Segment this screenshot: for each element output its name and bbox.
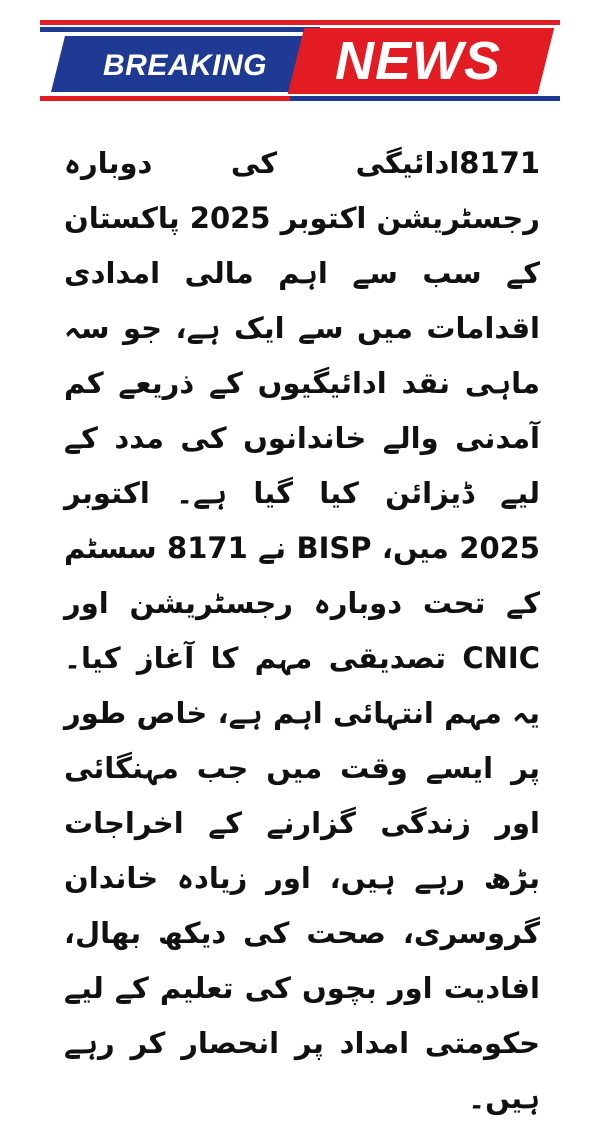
banner-stripe-bottom-blue <box>290 96 560 101</box>
article-body: 8171ادائیگی کی دوبارہ رجسٹریشن اکتوبر 2025 پاکستان کے سب سے اہم مالی امدادی اقدامات میں سے ایک ہے، جو سہ ماہی نقد ادائیگیوں کے ذریعے کم آمدنی والے خاندانوں کی مدد کے لیے ڈیزائن کیا گیا ہے۔ اکتوبر 2025 میں، BISP نے 8171 سسٹم کے تحت دوبارہ رجسٹریشن اور CNIC تصدیقی مہم کا آغاز کیا۔ یہ مہم انتہائی اہم ہے، خاص طور پر ایسے وقت میں جب مہنگائی اور زندگی گزارنے کے اخراجات بڑھ رہے ہیں، اور زیادہ خاندان گروسری، صحت کی دیکھ بھال، افادیت اور بچوں کی تعلیم کے لیے حکومتی امداد پر انحصار کر رہے ہیں۔ <box>64 146 540 1115</box>
news-label: NEWS <box>335 31 501 91</box>
banner-stripe-top-blue <box>40 27 320 32</box>
breaking-news-banner <box>0 0 600 110</box>
breaking-label: BREAKING <box>102 49 267 82</box>
banner-stripe-top-red <box>40 20 560 25</box>
banner-stripe-bottom-red <box>40 96 320 101</box>
